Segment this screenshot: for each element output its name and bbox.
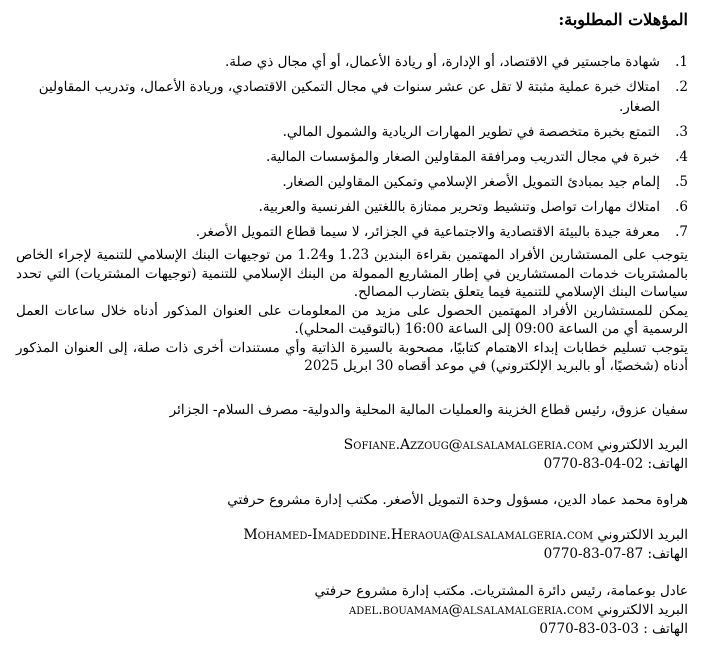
item-number: .6 — [675, 199, 688, 215]
contact-phone-row — [16, 545, 688, 564]
phone-label: الهاتف: — [647, 456, 688, 472]
contact-email-row — [16, 601, 688, 620]
email-link[interactable]: adel.bouamama@alsalamalgeria.com — [349, 602, 594, 618]
contact-phone-row — [16, 455, 688, 474]
section-heading: المؤهلات المطلوبة: — [558, 10, 688, 29]
list-item — [18, 147, 688, 167]
contact-block — [16, 582, 688, 639]
paragraph-submission: يتوجب تسليم خطابات إبداء الاهتمام كتابيًا، مصحوبة بالسيرة الذاتية وأي مستندات أخرى ذات صلة، إلى العنوان المذكور أدناه (شخصيًا، أو بالبريد الإلكتروني) في موعد أقصاه 30 ابريل 2025 — [16, 339, 688, 374]
email-link[interactable]: Mohamed-Imadeddine.Heraoua@alsalamalgeria.com — [243, 527, 594, 543]
item-text: التمتع بخبرة متخصصة في تطوير المهارات الريادية والشمول المالي. — [282, 124, 660, 140]
list-item — [18, 77, 688, 117]
item-text: معرفة جيدة بالبيئة الاقتصادية والاجتماعية في الجزائر، لا سيما قطاع التمويل الأصغر. — [195, 224, 660, 240]
item-number: .4 — [675, 149, 688, 165]
email-label: البريد الالكتروني — [597, 437, 688, 453]
list-item — [18, 52, 688, 72]
contact-name: عادل بوعمامة، رئيس دائرة المشتريات. مكتب إدارة مشروع حرفتي — [314, 583, 688, 599]
phone-number: 0770-83-07-87 — [543, 546, 644, 562]
item-text: خبرة في مجال التدريب ومرافقة المقاولين الصغار والمؤسسات المالية. — [265, 149, 660, 165]
phone-label: الهاتف : — [643, 621, 688, 637]
item-number: .3 — [675, 124, 688, 140]
item-text: امتلاك مهارات تواصل وتنشيط وتحرير ممتازة باللغتين الفرنسية والعربية. — [258, 199, 660, 215]
item-text: امتلاك خبرة عملية مثبتة لا تقل عن عشر سنوات في مجال التمكين الاقتصادي، وريادة الأعمال، وتدريب المقاولين الصغار. — [38, 79, 660, 115]
contact-phone-row — [16, 620, 688, 639]
paragraph-conflict-of-interest: يتوجب على المستشارين الأفراد المهتمين بقراءة البندين 1.23 و1.24 من توجيهات البنك الإسلامي للتنمية لإجراء الخاص بالمشتريات خدمات المستشارين في إطار المشاريع الممولة من البنك الإسلامي للتنمية (توجيهات المشتريات) التي تحدد سياسات البنك الإسلامي للتنمية فيما يتعلق بتضارب المصالح. — [16, 247, 689, 300]
list-item — [18, 197, 688, 217]
contact-name: سفيان عزوق، رئيس قطاع الخزينة والعمليات المالية المحلية والدولية- مصرف السلام- الجزائر — [169, 402, 688, 418]
contact-block — [16, 401, 688, 474]
phone-number: 0770-83-04-02 — [543, 456, 644, 472]
email-label: البريد الالكتروني — [597, 527, 688, 543]
item-number: .1 — [675, 54, 688, 70]
item-number: .7 — [675, 224, 688, 240]
item-number: .5 — [675, 174, 688, 190]
email-link[interactable]: Sofiane.Azzoug@alsalamalgeria.com — [343, 437, 594, 453]
item-number: .2 — [675, 79, 688, 95]
item-text: شهادة ماجستير في الاقتصاد، أو الإدارة، أو ريادة الأعمال، أو أي مجال ذي صلة. — [225, 54, 660, 70]
email-label: البريد الالكتروني — [597, 602, 688, 618]
requirements-list — [18, 52, 688, 247]
contact-email-row — [16, 436, 688, 455]
contact-email-row — [16, 526, 688, 545]
contact-name: هراوة محمد عماد الدين، مسؤول وحدة التمويل الأصغر. مكتب إدارة مشروع حرفتي — [227, 492, 688, 508]
paragraph-information-hours: يمكن للمستشارين الأفراد المهتمين الحصول على مزيد من المعلومات على العنوان المذكور أدناه خلال ساعات العمل الرسمية أي من الساعة 09:00 إلى الساعة 16:00 (بالتوقيت المحلي). — [16, 302, 688, 337]
contact-block — [16, 491, 688, 564]
body-paragraphs — [16, 246, 688, 376]
phone-label: الهاتف: — [647, 546, 688, 562]
list-item — [18, 122, 688, 142]
list-item — [18, 222, 688, 242]
phone-number: 0770-83-03-03 — [539, 621, 639, 637]
list-item — [18, 172, 688, 192]
item-text: إلمام جيد بمبادئ التمويل الأصغر الإسلامي وتمكين المقاولين الصغار. — [282, 174, 660, 190]
